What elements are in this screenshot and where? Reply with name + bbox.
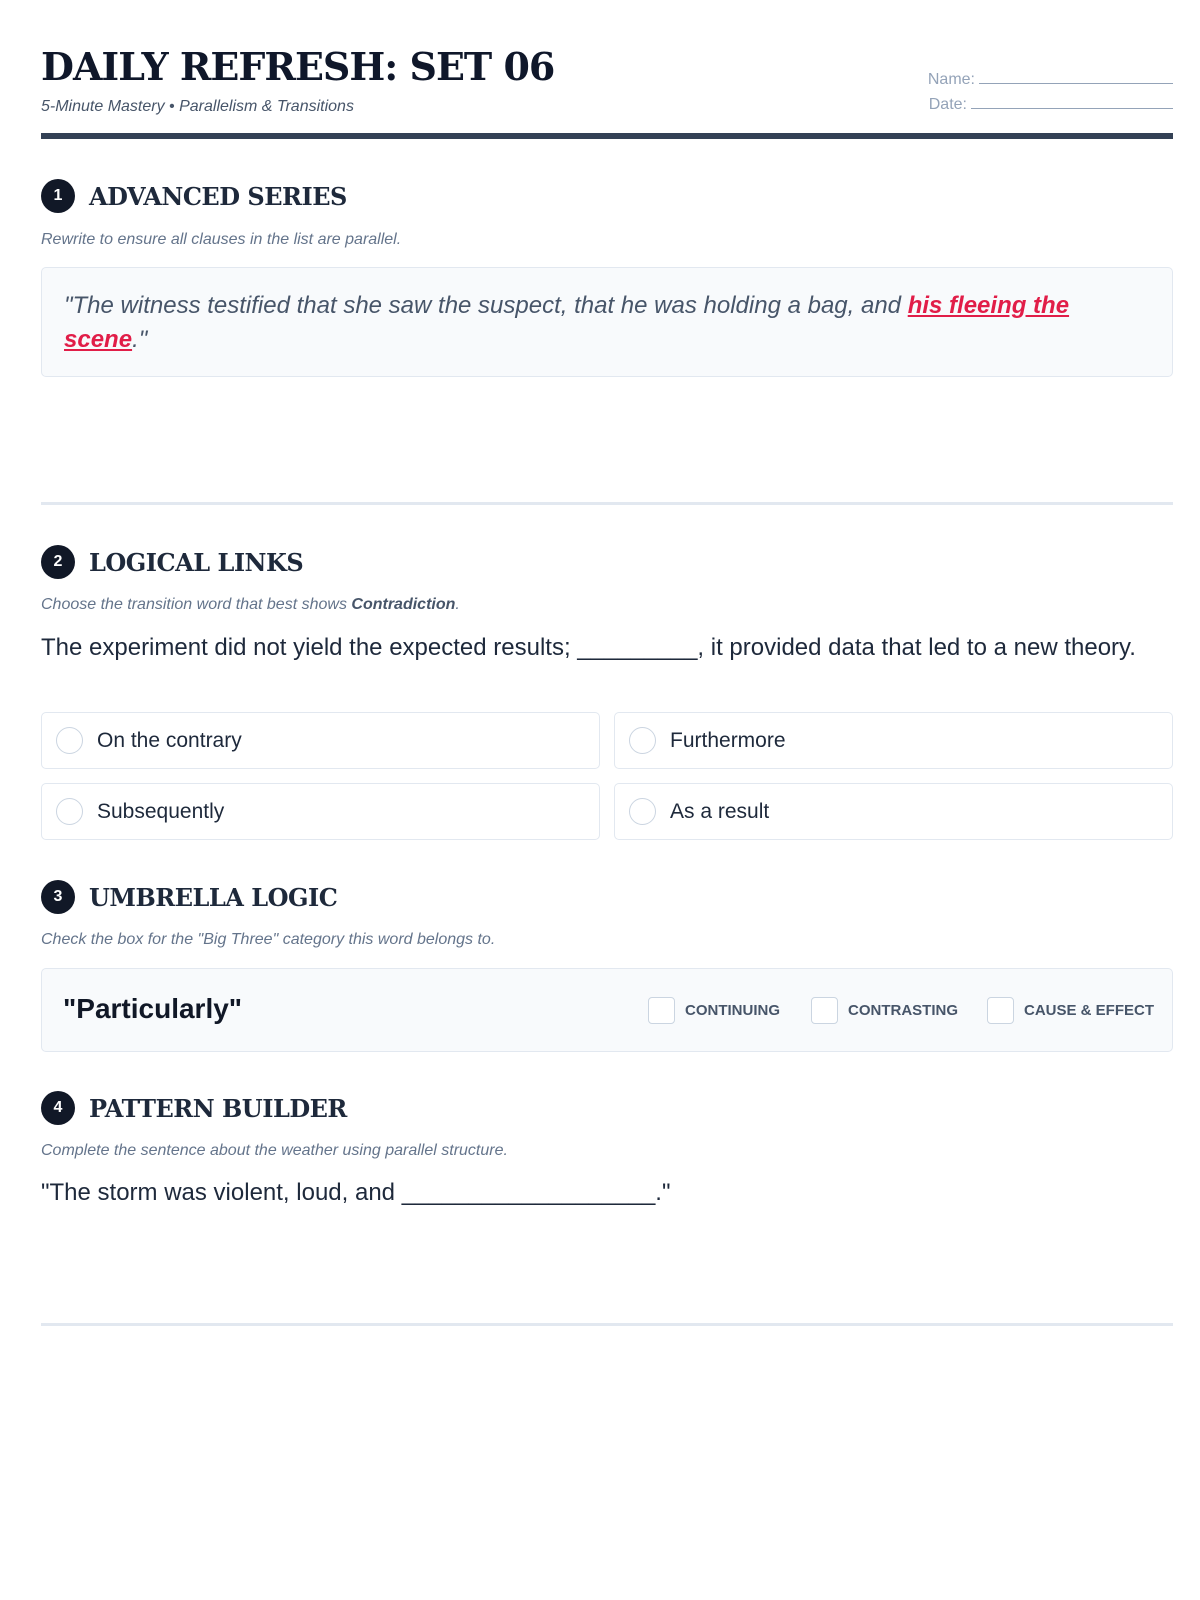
section-title: UMBRELLA LOGIC — [89, 882, 338, 912]
quote-text: "The witness testified that she saw the suspect, that he was holding a bag, and — [64, 292, 908, 319]
section-title: ADVANCED SERIES — [89, 181, 347, 211]
option-label: As a result — [670, 799, 770, 823]
section-number-badge: 4 — [41, 1091, 75, 1125]
instruction-text: Choose the transition word that best shows — [41, 596, 352, 613]
word-category-box — [41, 968, 1173, 1052]
answer-line — [41, 1323, 1173, 1326]
page-title: DAILY REFRESH: SET 06 — [41, 44, 555, 89]
checkbox[interactable] — [811, 997, 838, 1024]
name-field[interactable] — [913, 70, 1173, 95]
fill-in-sentence: "The storm was violent, loud, and ___________________." — [41, 1179, 671, 1206]
answer-option[interactable] — [614, 712, 1173, 769]
answer-option[interactable] — [614, 783, 1173, 840]
category-label: CAUSE & EFFECT — [1024, 1002, 1155, 1019]
worksheet-page — [41, 0, 1173, 1600]
quote-end: ." — [132, 326, 148, 353]
header-divider — [41, 133, 1173, 139]
radio-button[interactable] — [629, 727, 656, 754]
option-label: Furthermore — [670, 728, 786, 752]
answer-option[interactable] — [41, 712, 600, 769]
section-instruction: Rewrite to ensure all clauses in the list are parallel. — [41, 231, 402, 248]
question-text: The experiment did not yield the expected results; _________, it provided data that led to a new theory. — [41, 634, 1136, 661]
option-label: Subsequently — [97, 799, 225, 823]
section-number-badge: 2 — [41, 545, 75, 579]
answer-line — [41, 502, 1173, 505]
checkbox[interactable] — [648, 997, 675, 1024]
instruction-emphasis: Contradiction — [351, 596, 456, 613]
option-label: On the contrary — [97, 728, 242, 752]
radio-button[interactable] — [56, 798, 83, 825]
category-label: CONTINUING — [685, 1002, 780, 1019]
answer-option[interactable] — [41, 783, 600, 840]
checkbox[interactable] — [987, 997, 1014, 1024]
section-instruction: Check the box for the "Big Three" category this word belongs to. — [41, 931, 496, 948]
category-option[interactable] — [811, 997, 958, 1024]
date-label: Date: — [928, 96, 967, 113]
page-subtitle: 5-Minute Mastery • Parallelism & Transitions — [41, 98, 354, 115]
section-3-heading — [41, 880, 337, 914]
name-line[interactable] — [979, 70, 1173, 84]
section-instruction — [41, 596, 460, 614]
category-label: CONTRASTING — [848, 1002, 958, 1019]
name-date-block — [913, 70, 1173, 120]
sentence-quote-box — [41, 267, 1173, 377]
section-instruction: Complete the sentence about the weather using parallel structure. — [41, 1142, 508, 1159]
radio-button[interactable] — [56, 727, 83, 754]
section-number-badge: 1 — [41, 179, 75, 213]
worksheet-header — [41, 44, 1173, 140]
date-field[interactable] — [913, 95, 1173, 120]
name-label: Name: — [927, 71, 975, 88]
target-word: "Particularly" — [63, 993, 243, 1024]
date-line[interactable] — [971, 95, 1173, 109]
quote-error-phrase: his fleeing the scene — [64, 292, 1070, 353]
section-number-badge: 3 — [41, 880, 75, 914]
category-option[interactable] — [987, 997, 1154, 1024]
section-2-heading — [41, 545, 303, 579]
instruction-end: . — [455, 596, 460, 613]
section-title: PATTERN BUILDER — [89, 1093, 347, 1123]
radio-button[interactable] — [629, 798, 656, 825]
section-4-heading — [41, 1091, 347, 1125]
section-1-heading — [41, 179, 347, 213]
category-option[interactable] — [648, 997, 780, 1024]
section-title: LOGICAL LINKS — [89, 547, 304, 577]
